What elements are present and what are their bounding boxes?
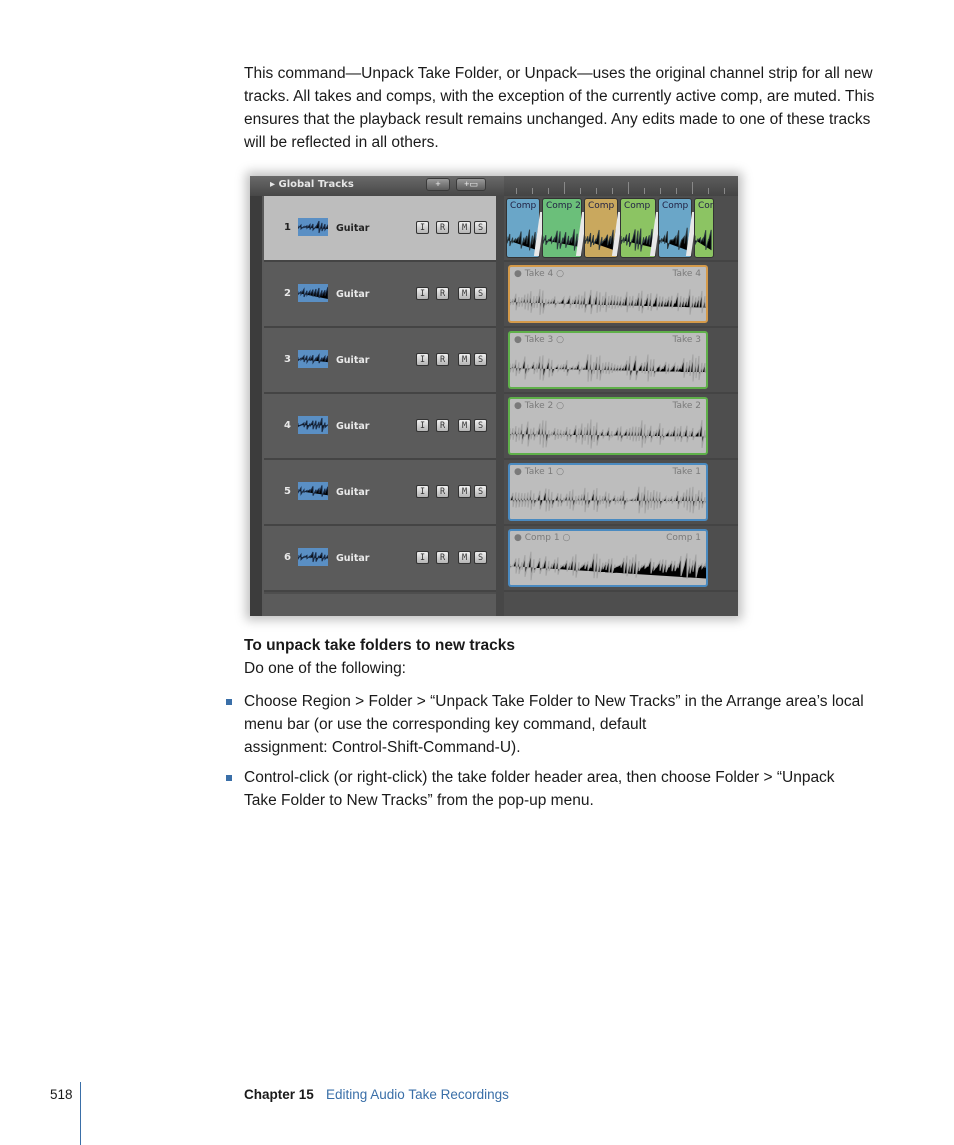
add-track-icon[interactable]: +: [426, 178, 450, 191]
track-number: 1: [284, 222, 291, 233]
record-enable-button[interactable]: R: [436, 485, 449, 498]
region-name: ● Comp 1 ○: [514, 533, 571, 543]
mute-button[interactable]: M: [458, 551, 471, 564]
track-name: Guitar: [336, 421, 370, 432]
track-lane-3: [504, 328, 738, 394]
take-region[interactable]: [508, 463, 708, 521]
bullet-line: assignment: Control-Shift-Command-U).: [244, 739, 521, 756]
track-name: Guitar: [336, 355, 370, 366]
track-header-2[interactable]: [264, 262, 496, 328]
track-lane-4: [504, 394, 738, 460]
input-monitor-button[interactable]: I: [416, 221, 429, 234]
region-name: ● Take 1 ○: [514, 467, 564, 477]
track-name: Guitar: [336, 223, 370, 234]
region-name: ● Take 4 ○: [514, 269, 564, 279]
section-heading: To unpack take folders to new tracks: [244, 637, 516, 654]
region-tag: Comp 1: [666, 533, 701, 543]
waveform-icon: [543, 225, 581, 255]
track-header-5[interactable]: [264, 460, 496, 526]
waveform-icon: [510, 549, 708, 583]
page-number: 518: [50, 1087, 73, 1102]
solo-button[interactable]: S: [474, 287, 487, 300]
footer-rule: [80, 1082, 81, 1145]
track-name: Guitar: [336, 553, 370, 564]
waveform-icon: [298, 284, 328, 302]
record-enable-button[interactable]: R: [436, 287, 449, 300]
comp-segment-label: Comp: [510, 201, 537, 211]
mute-button[interactable]: M: [458, 221, 471, 234]
bullet-line: menu bar (or use the corresponding key command, default: [244, 716, 647, 733]
input-monitor-button[interactable]: I: [416, 353, 429, 366]
input-monitor-button[interactable]: I: [416, 287, 429, 300]
track-number: 5: [284, 486, 291, 497]
comp-segment[interactable]: [694, 198, 714, 258]
waveform-icon: [298, 416, 328, 434]
take-region[interactable]: [508, 265, 708, 323]
arrange-window-screenshot: [250, 176, 738, 616]
bullet-square-icon: [226, 775, 232, 781]
comp-segment-label: Comp: [588, 201, 615, 211]
track-lane-5: [504, 460, 738, 526]
region-tag: Take 3: [672, 335, 701, 345]
solo-button[interactable]: S: [474, 221, 487, 234]
track-name: Guitar: [336, 487, 370, 498]
track-lane-1: [504, 196, 738, 262]
record-enable-button[interactable]: R: [436, 221, 449, 234]
track-header-3[interactable]: [264, 328, 496, 394]
take-region[interactable]: [508, 331, 708, 389]
track-number: 2: [284, 288, 291, 299]
track-number: 4: [284, 420, 291, 431]
waveform-icon: [510, 483, 708, 517]
mute-button[interactable]: M: [458, 353, 471, 366]
comp-segment-label: Comp: [624, 201, 651, 211]
record-enable-button[interactable]: R: [436, 551, 449, 564]
record-enable-button[interactable]: R: [436, 419, 449, 432]
input-monitor-button[interactable]: I: [416, 419, 429, 432]
waveform-icon: [510, 285, 708, 319]
region-tag: Take 1: [672, 467, 701, 477]
track-number: 6: [284, 552, 291, 563]
comp-segment-label: Comp: [662, 201, 689, 211]
bullet-item: [244, 690, 884, 759]
take-region[interactable]: [508, 529, 708, 587]
bullet-line: Take Folder to New Tracks” from the pop-up menu.: [244, 792, 594, 809]
empty-lane: [504, 594, 738, 616]
region-name: ● Take 2 ○: [514, 401, 564, 411]
section-subheading: Do one of the following:: [244, 660, 406, 677]
waveform-icon: [510, 351, 708, 385]
duplicate-track-icon[interactable]: +▭: [456, 178, 486, 191]
solo-button[interactable]: S: [474, 551, 487, 564]
bullet-line: Choose Region > Folder > “Unpack Take Folder to New Tracks” in the Arrange area’s local: [244, 693, 864, 710]
waveform-icon: [695, 225, 713, 255]
waveform-icon: [298, 548, 328, 566]
track-number: 3: [284, 354, 291, 365]
ruler[interactable]: [504, 176, 738, 196]
waveform-icon: [298, 350, 328, 368]
track-header-4[interactable]: [264, 394, 496, 460]
footer-chapter: Chapter 15: [244, 1087, 314, 1102]
track-lane-6: [504, 526, 738, 592]
mute-button[interactable]: M: [458, 485, 471, 498]
waveform-icon: [510, 417, 708, 451]
track-header-1[interactable]: [264, 196, 496, 262]
empty-track-row: [264, 594, 496, 616]
record-enable-button[interactable]: R: [436, 353, 449, 366]
region-tag: Take 2: [672, 401, 701, 411]
solo-button[interactable]: S: [474, 485, 487, 498]
bullet-item: [244, 766, 884, 812]
waveform-icon: [298, 218, 328, 236]
footer-chapter-title: Editing Audio Take Recordings: [326, 1087, 509, 1102]
track-divider: [496, 196, 504, 616]
intro-paragraph: This command—Unpack Take Folder, or Unpack—uses the original channel strip for all new tracks. All takes and comps, with the exception of the currently active comp, are muted. This ensures that the playback result remains unchanged. Any edits made to one of these tracks will be reflected in all others.: [244, 65, 875, 151]
region-name: ● Take 3 ○: [514, 335, 564, 345]
take-region[interactable]: [508, 397, 708, 455]
solo-button[interactable]: S: [474, 353, 487, 366]
track-list-edge: [250, 196, 264, 616]
comp-segment-label: Cor: [698, 201, 714, 211]
comp-segment-label: Comp 2: [546, 201, 581, 211]
solo-button[interactable]: S: [474, 419, 487, 432]
bullet-line: Control-click (or right-click) the take folder header area, then choose Folder > “Unpack: [244, 769, 835, 786]
track-header-6[interactable]: [264, 526, 496, 592]
region-tag: Take 4: [672, 269, 701, 279]
track-lane-2: [504, 262, 738, 328]
input-monitor-button[interactable]: I: [416, 551, 429, 564]
mute-button[interactable]: M: [458, 419, 471, 432]
bullet-square-icon: [226, 699, 232, 705]
mute-button[interactable]: M: [458, 287, 471, 300]
track-name: Guitar: [336, 289, 370, 300]
waveform-icon: [298, 482, 328, 500]
input-monitor-button[interactable]: I: [416, 485, 429, 498]
global-tracks-label: ▸ Global Tracks: [270, 179, 354, 190]
